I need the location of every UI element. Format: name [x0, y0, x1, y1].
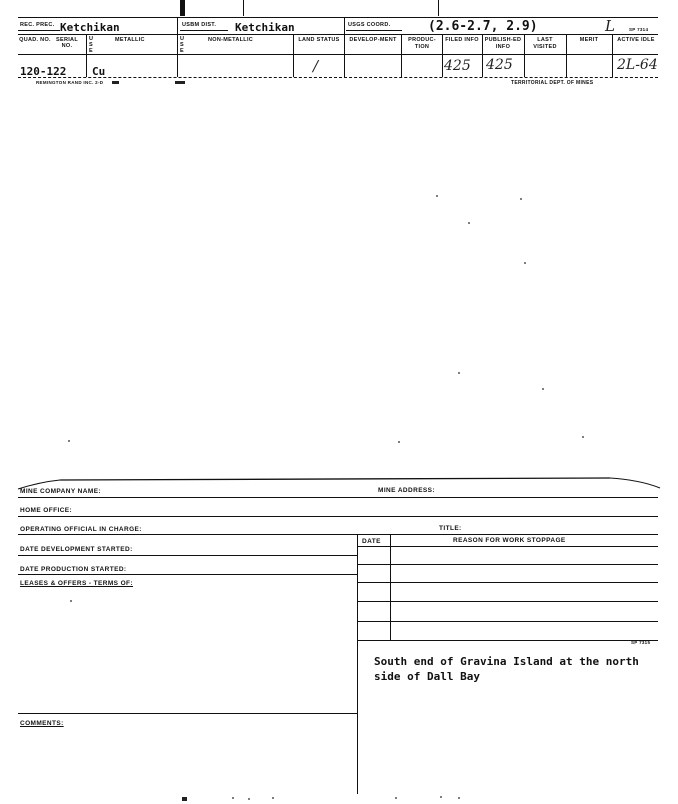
col-divider: [401, 34, 402, 77]
rec-prec-value: Ketchikan: [60, 21, 120, 34]
date-column-divider: [390, 534, 391, 640]
col-quad-no: QUAD. NO.: [19, 37, 51, 43]
row-rule: [18, 534, 658, 535]
col-land-status: LAND STATUS: [298, 37, 340, 43]
col-last-visited: LAST VISITED: [533, 37, 557, 50]
row-rule: [18, 574, 357, 575]
card1-footer-right: TERRITORIAL DEPT. OF MINES: [511, 80, 594, 86]
corner-mark: L: [605, 17, 615, 35]
scan-speck: [248, 798, 250, 800]
stoppage-row-rule: [357, 582, 658, 583]
col-non-metallic: NON-METALLIC: [208, 37, 254, 43]
comments-rule: [18, 713, 357, 714]
scan-speck: [272, 797, 274, 799]
scan-speck: [70, 600, 72, 602]
scan-speck: [458, 797, 460, 799]
col-divider: [482, 34, 483, 77]
stoppage-row-rule: [357, 621, 658, 622]
usbm-dist-value: Ketchikan: [235, 21, 295, 34]
published-info-value: 425: [486, 57, 513, 73]
scan-speck: [436, 195, 438, 197]
home-office-label: HOME OFFICE:: [20, 507, 73, 514]
stoppage-row-rule: [357, 564, 658, 565]
header-bottom-rule: [18, 34, 658, 35]
location-description: South end of Gravina Island at the north side of Dall Bay: [374, 655, 639, 683]
col-divider: [566, 34, 567, 77]
stoppage-header-rule: [357, 546, 658, 547]
col-filed-info: FILED INFO: [445, 37, 479, 43]
form-number: SP 7314: [629, 27, 649, 32]
metallic-value: Cu: [92, 65, 106, 78]
mine-address-label: MINE ADDRESS:: [378, 487, 435, 494]
scan-speck: [440, 796, 442, 798]
active-idle-value: 2L-64: [617, 57, 658, 73]
card1-footer-left: REMINGTON RAND INC. 2-D: [36, 80, 104, 85]
stoppage-row-rule: [357, 640, 658, 641]
card2-form-number: SP 7315: [631, 640, 651, 645]
column-header-rule: [18, 54, 658, 55]
usbm-dist-underline: [180, 30, 228, 31]
col-divider: [612, 34, 613, 77]
col-active-idle: ACTIVE IDLE: [617, 37, 655, 43]
quad-serial-value: 120-122: [20, 65, 67, 78]
col-divider: [524, 34, 525, 77]
operating-official-label: OPERATING OFFICIAL IN CHARGE:: [20, 526, 142, 533]
data-row-rule: [18, 77, 658, 78]
comments-label: COMMENTS:: [20, 720, 64, 727]
rec-prec-label: REC. PREC.: [20, 22, 55, 28]
col-metallic: METALLIC: [115, 37, 145, 43]
header-divider: [177, 17, 178, 77]
scan-speck: [68, 440, 70, 442]
title-label: TITLE:: [439, 525, 462, 532]
scan-speck: [232, 797, 234, 799]
rec-prec-underline: [18, 30, 60, 31]
date-production-label: DATE PRODUCTION STARTED:: [20, 566, 127, 573]
date-development-label: DATE DEVELOPMENT STARTED:: [20, 546, 133, 553]
center-divider: [357, 534, 358, 794]
scan-speck: [582, 436, 584, 438]
scan-speck: [520, 198, 522, 200]
stoppage-reason-label: REASON FOR WORK STOPPAGE: [453, 537, 566, 544]
col-development: DEVELOP-MENT: [349, 37, 397, 43]
bottom-mark: [182, 797, 187, 801]
usbm-dist-label: USBM DIST.: [182, 22, 217, 28]
col-serial-no: SERIAL NO.: [56, 37, 78, 49]
col-production: PRODUC-TION: [408, 37, 436, 50]
col-divider: [293, 34, 294, 77]
stoppage-date-label: DATE: [362, 538, 381, 545]
filed-info-value: 425: [444, 58, 471, 74]
row-rule: [18, 497, 658, 498]
footer-mark: [175, 81, 185, 84]
col-use-non-metallic: U S E: [180, 36, 185, 54]
footer-mark: [112, 81, 119, 84]
top-punch-mark: [180, 0, 185, 16]
row-rule: [18, 555, 357, 556]
col-divider: [442, 34, 443, 77]
col-use-metallic: U S E: [89, 36, 94, 54]
scan-speck: [398, 441, 400, 443]
card-top-edge: [0, 470, 678, 492]
top-stub-line: [243, 0, 244, 16]
scan-speck: [542, 388, 544, 390]
usgs-coord-underline: [346, 30, 402, 31]
stoppage-row-rule: [357, 601, 658, 602]
header-top-rule: [18, 17, 658, 18]
top-stub-line: [438, 0, 439, 16]
row-rule: [18, 516, 658, 517]
scan-speck: [458, 372, 460, 374]
header-divider: [344, 17, 345, 77]
leases-offers-label: LEASES & OFFERS - TERMS OF:: [20, 580, 133, 587]
scan-speck: [468, 222, 470, 224]
col-published-info: PUBLISH-ED INFO: [484, 37, 522, 50]
scan-speck: [395, 797, 397, 799]
usgs-coord-value: (2.6-2.7, 2.9): [428, 19, 538, 34]
col-divider: [86, 34, 87, 77]
scan-speck: [524, 262, 526, 264]
land-status-value: /: [313, 57, 319, 75]
usgs-coord-label: USGS COORD.: [348, 22, 391, 28]
mine-company-name-label: MINE COMPANY NAME:: [20, 488, 101, 495]
col-merit: MERIT: [579, 37, 599, 43]
